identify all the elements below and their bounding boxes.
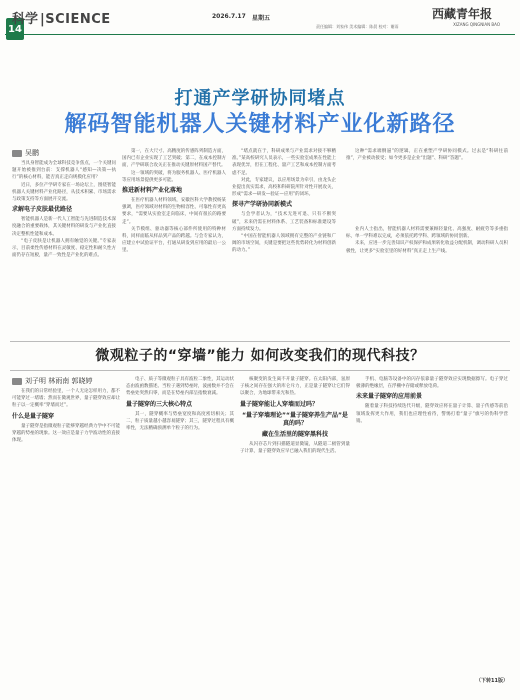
paragraph: 第一，在大尺寸、高精度的传感阵列制造方面，国内已有企业实现了工艺突破；第二，在成本控制方面，产学研联合攻关正在推动关键原材料国产替代。 bbox=[122, 149, 226, 169]
paragraph: 近日，多位产学研专家在一场论坛上，围绕智能机器人关键材料产业化路径，从技术积累、市场需求与政策支持等方面展开交流。 bbox=[12, 182, 116, 203]
article2-subhead-5: 藏在生活里的隧穿黑科技 bbox=[261, 430, 328, 438]
paragraph: 核聚变的发生离不开量子隧穿。在太阳内部，氢原子核之间存在强大的库仑斥力，正是量子隧穿让它们得以聚合，为地球带来光和热。 bbox=[240, 377, 350, 397]
section-title bbox=[12, 8, 111, 27]
article2-title-rule bbox=[10, 370, 510, 371]
editors-line: 责任编辑：刘家伟 美术编辑：陈晨 校对：谢雨 bbox=[316, 24, 399, 29]
article2-authors: 刘子明 林雨南 郭晓婷 bbox=[25, 377, 93, 385]
continued-note: （下转11版） bbox=[476, 678, 508, 684]
article2-subhead-3: 量子隧穿能让人穿墙而过吗？ bbox=[240, 400, 319, 408]
paragraph: 智能机器人是新一代人工智能与先进制造技术深度融合的重要载体，其关键材料的研发与产业化直接决定整机性能和成本。 bbox=[12, 217, 116, 237]
article1-subhead-3: 探寻产学研协同新模式 bbox=[232, 201, 293, 209]
article1-col3 bbox=[232, 148, 336, 336]
article2-subhead-2: 量子隧穿的三大核心特点 bbox=[126, 400, 193, 408]
article2-headline: 微观粒子的“穿墙”能力 如何改变我们的现代科技？ bbox=[95, 348, 425, 364]
paragraph: 量子隧穿是指微观粒子能够穿越经典力学中不可能穿越的势垒的现象。这一效应是量子力学波动性的直接体现。 bbox=[12, 423, 120, 444]
newspaper-brand-sub: XIZANG QINGNIAN BAO bbox=[453, 22, 500, 27]
article1-col1 bbox=[12, 160, 116, 336]
section-cn: 科学 bbox=[12, 12, 39, 27]
paragraph: 这种“需求端倒逼”的逻辑，正在重塑产学研协同模式。过去是“科研往前推”，产业被动接受；如今更多是企业“出题”、科研“答题”。 bbox=[346, 149, 508, 162]
article2-subhead-6: 未来量子隧穿的应用前景 bbox=[356, 393, 423, 401]
article1-lead: 打通产学研协同堵点 bbox=[174, 88, 346, 109]
byline-icon bbox=[12, 378, 22, 385]
article1-subhead-2: 推进新材料产业化落地 bbox=[122, 187, 183, 195]
article2-col2 bbox=[126, 376, 234, 688]
issue-weekday: 星期五 bbox=[252, 15, 271, 22]
paragraph: 未来，应进一步完善知识产权保护和成果转化收益分配机制，调动科研人员积极性，让更多“实验室里的好材料”真正走上生产线。 bbox=[346, 241, 508, 254]
newspaper-brand: 西藏青年报 bbox=[431, 7, 492, 21]
section-en: |SCIENCE bbox=[40, 12, 111, 27]
paragraph: 这一领域的突破，将为服务机器人、医疗机器人等应用场景提供更多可能。 bbox=[122, 170, 226, 183]
paragraph: 其一，隧穿概率与势垒宽度和高度密切相关；其二，粒子质量越小越容易隧穿；其三，隧穿过程具有概率性，无法精确预测单个粒子的行为。 bbox=[126, 411, 234, 432]
article1-col4 bbox=[346, 226, 508, 336]
section-en-text: SCIENCE bbox=[45, 12, 111, 27]
paragraph: 在医疗机器人材料领域，安徽医科大学教授杨某强调，医疗领域对材料的生物相容性、可靠性有更高要求，“需要从实验室走向临床，中间有很长的路要走”。 bbox=[122, 198, 226, 225]
article2-col1 bbox=[12, 388, 120, 688]
page-number: 14 bbox=[6, 18, 24, 40]
paragraph: 当具身智能成为全球科技竞争焦点，一个关键问题开始被推到台前：支撑机器人“感知—决策—执行”的核心材料，能否真正走向规模化应用？ bbox=[12, 161, 116, 181]
byline-icon bbox=[12, 150, 22, 157]
paragraph: 业内人士指出，智能机器人材料需要兼顾轻量化、高强度、耐疲劳等多重指标，单一学科难以完成，必须依托跨学科、跨领域的协同创新。 bbox=[346, 227, 508, 240]
paragraph: “中国在智能机器人领域拥有完整的产业链和广阔的市场空间，关键是要把这些优势转化为材料创新的动力。” bbox=[232, 234, 336, 254]
article1-headline-wrap bbox=[0, 106, 520, 139]
paragraph: 关节模组、驱动器等核心部件所使用的特种材料，同样面临从样品到产品的跨越。与会专家认为，应建立中试验证平台，打通从研发到应用的最后一公里。 bbox=[122, 226, 226, 254]
paragraph: “堵点就在于，科研成果与产业需求对接不够精准。”某高校研究人员表示，一些实验室成果在性能上表现优异，但在工程化、量产工艺和成本控制方面考虑不足。 bbox=[232, 149, 336, 176]
paragraph: 随着量子科技持续迭代升级，隧穿效应将在量子计算、量子传感等前沿领域发挥更大作用，我们也应理性看待，警惕打着“量子”旗号的伪科学营销。 bbox=[356, 404, 508, 424]
paragraph: 电子、质子等微观粒子具有波粒二象性，其运动状态由波函数描述。当粒子遇到势垒时，波函数并不会在势垒处突然归零，而是在势垒内部呈指数衰减。 bbox=[126, 377, 234, 397]
article1-subhead-1: 求解电子皮肤最优路径 bbox=[12, 206, 73, 214]
paragraph: 与会学者认为，“技术无进可退、只有不断突破”，未来仍需在材料体系、工艺装备和标准建设等方面持续发力。 bbox=[232, 212, 336, 232]
article2-byline bbox=[12, 376, 92, 386]
article1-col2 bbox=[122, 148, 226, 336]
paragraph: 从闪存芯片到扫描隧道显微镜，从隧道二极管到量子计算，量子隧穿效应早已融入我们的现代生活。 bbox=[240, 441, 350, 454]
article2-col3 bbox=[240, 376, 350, 688]
article1-headline: 解码智能机器人关键材料产业化新路径 bbox=[64, 112, 456, 137]
article-divider bbox=[10, 341, 510, 342]
header-divider bbox=[5, 34, 515, 35]
article2-subhead-4: “量子穿墙理论”“量子隧穿养生产品”是真的吗？ bbox=[242, 411, 348, 427]
issue-date: 2026.7.17 bbox=[212, 13, 246, 20]
article2-subhead-1: 什么是量子隧穿 bbox=[12, 412, 55, 420]
article1-byline bbox=[12, 148, 39, 158]
paragraph: 在我们的日常经验里，一个人无论怎样用力，都不可能穿过一堵墙；然而在微观世界，量子隧穿效应却让粒子以一定概率“穿墙而过”。 bbox=[12, 389, 120, 409]
article1-author: 吴鹏 bbox=[25, 149, 39, 157]
article1-quote bbox=[346, 148, 508, 224]
paragraph: 对此，专家建议，以应用场景为牵引，由龙头企业提出真实需求，高校和科研院所针对性开展攻关，形成“需求—研发—验证—应用”的闭环。 bbox=[232, 177, 336, 198]
paragraph: 手机、电脑等设备中的闪存依靠量子隧穿效应实现数据擦写。电子穿过极薄的绝缘层，在浮栅中存储或释放电荷。 bbox=[356, 377, 508, 390]
article2-col4 bbox=[356, 376, 508, 676]
paragraph: “电子皮肤是让机器人拥有触觉的关键。”专家表示，目前柔性传感材料在灵敏度、稳定性和耐久性方面仍存在短板，量产一致性是产业化的难点。 bbox=[12, 238, 116, 259]
